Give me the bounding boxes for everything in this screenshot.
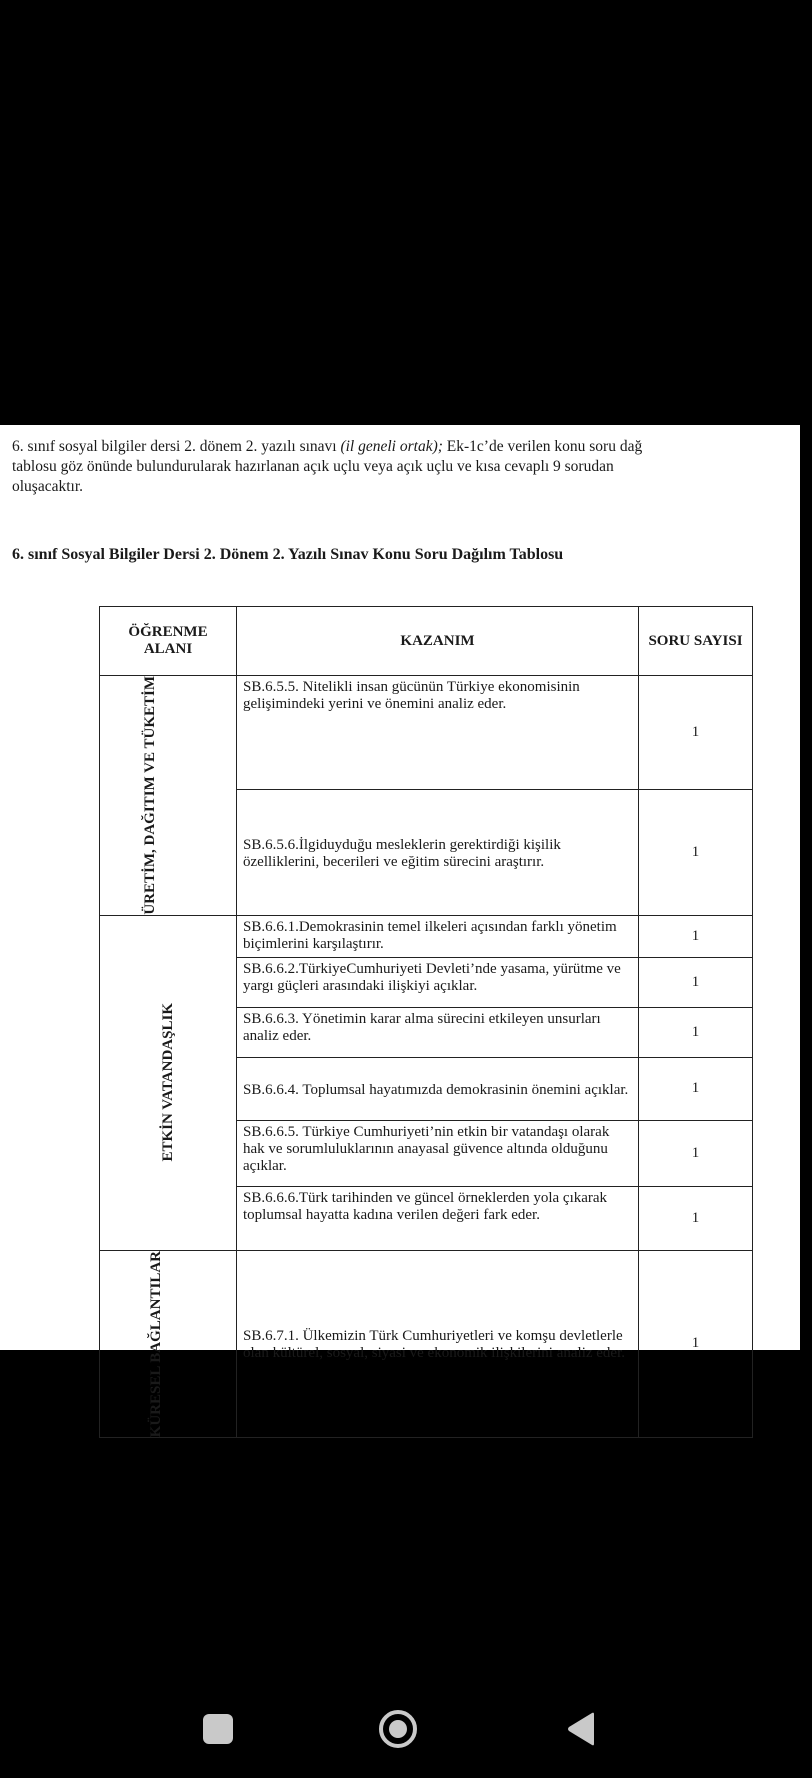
area-cell bbox=[100, 676, 237, 916]
table-row bbox=[100, 915, 753, 957]
header-area: ÖĞRENME ALANI bbox=[100, 607, 237, 676]
table-heading: 6. sınıf Sosyal Bilgiler Dersi 2. Dönem 2. Yazılı Sınav Konu Soru Dağılım Tablosu bbox=[12, 546, 564, 563]
area-cell bbox=[100, 915, 237, 1250]
circle-icon bbox=[378, 1709, 418, 1749]
kazanim-cell: SB.6.7.1. Ülkemizin Türk Cumhuriyetleri ve komşu devletlerle olan kültürel, sosyal, siyasi ve ekonomik ilişkilerini analiz eder. bbox=[237, 1250, 639, 1437]
count-cell: 1 bbox=[639, 1057, 753, 1120]
kazanim-cell: SB.6.6.4. Toplumsal hayatımızda demokrasinin önemini açıklar. bbox=[237, 1057, 639, 1120]
count-cell: 1 bbox=[639, 676, 753, 790]
header-soru-sayisi: SORU SAYISI bbox=[639, 607, 753, 676]
question-distribution-table bbox=[99, 606, 753, 1438]
intro-paragraph bbox=[12, 437, 812, 497]
intro-line-2: tablosu göz önünde bulundurularak hazırlanan açık uçlu veya açık uçlu ve kısa cevaplı 9 sorudan bbox=[12, 458, 614, 475]
kazanim-cell: SB.6.6.3. Yönetimin karar alma sürecini etkileyen unsurları analiz eder. bbox=[237, 1007, 639, 1057]
count-cell: 1 bbox=[639, 789, 753, 915]
recents-button[interactable] bbox=[203, 1714, 233, 1744]
area-label: KÜRESEL BAĞLANTILAR bbox=[148, 1250, 164, 1437]
kazanim-cell: SB.6.6.5. Türkiye Cumhuriyeti’nin etkin bir vatandaşı olarak hak ve sorumluluklarının anayasal güvence altında olduğunu açıklar. bbox=[237, 1120, 639, 1186]
triangle-back-icon bbox=[565, 1711, 597, 1747]
kazanim-cell: SB.6.6.6.Türk tarihinden ve güncel örneklerden yola çıkarak toplumsal hayatta kadına verilen değeri fark eder. bbox=[237, 1186, 639, 1250]
area-label: ETKİN VATANDAŞLIK bbox=[160, 1003, 176, 1162]
document-page bbox=[0, 425, 800, 1437]
header-kazanim: KAZANIM bbox=[237, 607, 639, 676]
area-cell bbox=[100, 1250, 237, 1437]
area-label: ÜRETİM, DAĞITIM VE TÜKETİM bbox=[142, 676, 158, 915]
intro-line-1: 6. sınıf sosyal bilgiler dersi 2. dönem 2. yazılı sınavı (il geneli ortak); Ek-1c’de verilen konu soru dağ bbox=[12, 438, 643, 455]
count-cell: 1 bbox=[639, 957, 753, 1007]
count-cell: 1 bbox=[639, 915, 753, 957]
back-button[interactable] bbox=[565, 1711, 597, 1747]
kazanim-cell: SB.6.6.2.TürkiyeCumhuriyeti Devleti’nde yasama, yürütme ve yargı güçleri arasındaki ilişkiyi açıklar. bbox=[237, 957, 639, 1007]
kazanim-cell: SB.6.5.6.İlgiduyduğu mesleklerin gerektirdiği kişilik özelliklerini, becerileri ve eğitim sürecini araştırır. bbox=[237, 789, 639, 915]
intro-italic: (il geneli ortak); bbox=[340, 438, 443, 455]
count-cell: 1 bbox=[639, 1250, 753, 1437]
system-nav-bar bbox=[0, 1680, 800, 1778]
count-cell: 1 bbox=[639, 1007, 753, 1057]
count-cell: 1 bbox=[639, 1186, 753, 1250]
kazanim-cell: SB.6.5.5. Nitelikli insan gücünün Türkiye ekonomisinin gelişimindeki yerini ve önemini analiz eder. bbox=[237, 676, 639, 790]
kazanim-cell: SB.6.6.1.Demokrasinin temel ilkeleri açısından farklı yönetim biçimlerini karşılaştırır. bbox=[237, 915, 639, 957]
intro-line-3: oluşacaktır. bbox=[12, 478, 84, 495]
table-row bbox=[100, 676, 753, 790]
table-row bbox=[100, 1250, 753, 1437]
count-cell: 1 bbox=[639, 1120, 753, 1186]
table-header-row bbox=[100, 607, 753, 676]
home-button[interactable] bbox=[378, 1709, 418, 1749]
